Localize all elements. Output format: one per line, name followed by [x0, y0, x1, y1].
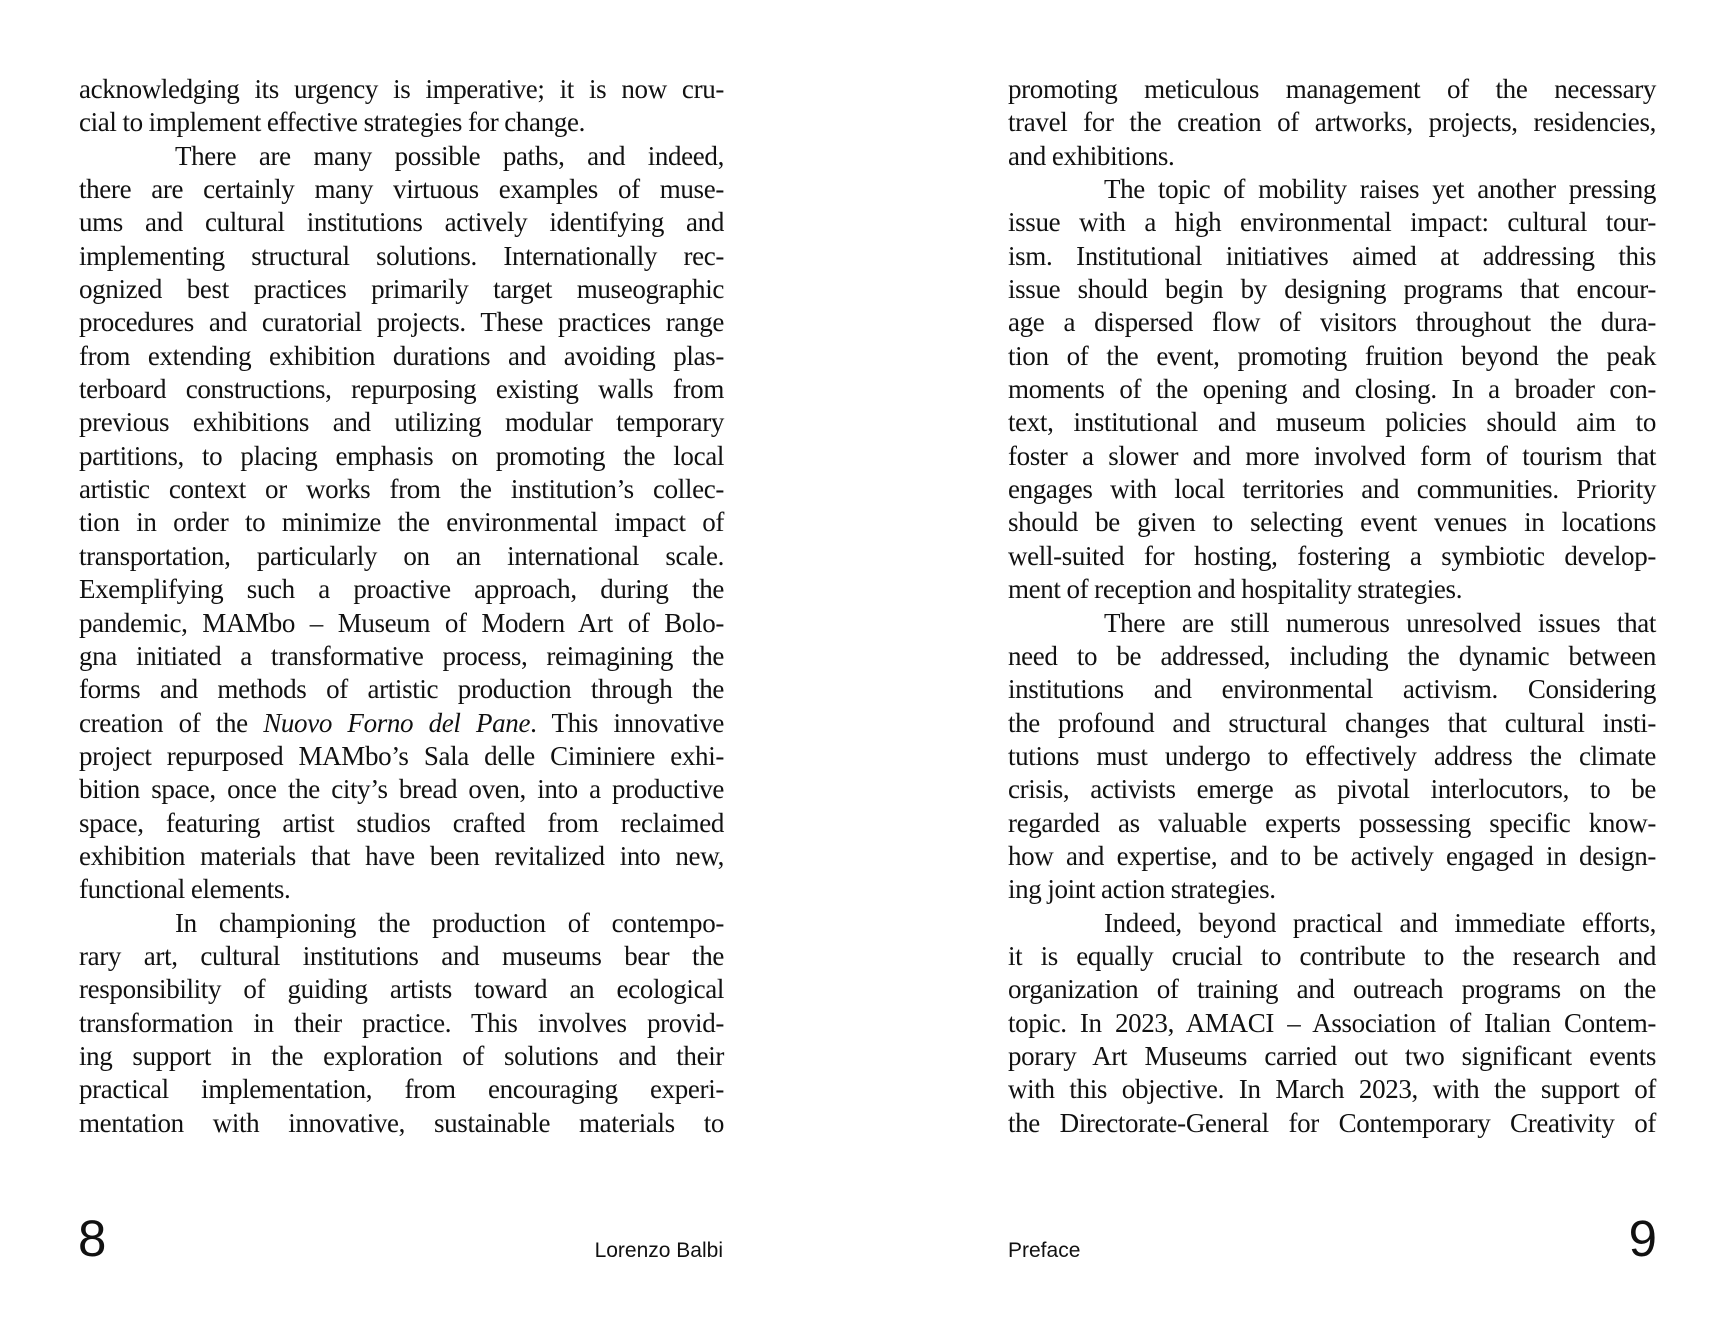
text-line: exhibition materials that have been revitalized into new,: [79, 840, 724, 871]
text-line: ing support in the exploration of solutions and their: [79, 1040, 724, 1071]
text-line: previous exhibitions and utilizing modular temporary: [79, 407, 724, 438]
text-line: crisis, activists emerge as pivotal interlocutors, to be: [1008, 774, 1656, 805]
text-line: moments of the opening and closing. In a broader con-: [1008, 374, 1656, 405]
text-line: [79, 707, 724, 740]
text-line: how and expertise, and to be actively engaged in design-: [1008, 840, 1656, 871]
text-line: ment of reception and hospitality strategies.: [1008, 574, 1463, 605]
text-line: Exemplifying such a proactive approach, during the: [79, 574, 724, 605]
text-line: foster a slower and more involved form of tourism that: [1008, 440, 1656, 471]
text-line: project repurposed MAMbo’s Sala delle Ciminiere exhi-: [79, 740, 724, 771]
text-line: engages with local territories and communities. Priority: [1008, 474, 1656, 505]
text-line: with this objective. In March 2023, with the support of: [1008, 1074, 1656, 1105]
text-line: travel for the creation of artworks, projects, residencies,: [1008, 107, 1656, 138]
page-number: 8: [78, 1210, 107, 1267]
left-body-text: [79, 73, 724, 1140]
running-head-section: Preface: [1008, 1239, 1081, 1262]
text-line: There are many possible paths, and indeed,: [175, 140, 724, 171]
text-line: the Directorate-General for Contemporary Creativity of: [1008, 1107, 1656, 1138]
text-line: organization of training and outreach programs on the: [1008, 974, 1656, 1005]
text-line: ums and cultural institutions actively identifying and: [79, 207, 724, 238]
text-line: space, featuring artist studios crafted from reclaimed: [79, 807, 724, 838]
text-line: ing joint action strategies.: [1008, 874, 1276, 905]
text-line: pandemic, MAMbo – Museum of Modern Art of Bolo-: [79, 607, 724, 638]
text-line: bition space, once the city’s bread oven, into a productive: [79, 774, 724, 805]
text-line: functional elements.: [79, 874, 291, 905]
text-line: The topic of mobility raises yet another pressing: [1104, 174, 1656, 205]
text-line: age a dispersed flow of visitors throughout the dura-: [1008, 307, 1656, 338]
text-line: the profound and structural changes that cultural insti-: [1008, 707, 1656, 738]
text-line: gna initiated a transformative process, reimagining the: [79, 640, 724, 671]
text-line: mentation with innovative, sustainable materials to: [79, 1107, 724, 1138]
text-line: There are still numerous unresolved issues that: [1104, 607, 1656, 638]
text-line: cial to implement effective strategies for change.: [79, 107, 586, 138]
text-line: tion in order to minimize the environmental impact of: [79, 507, 724, 538]
right-page: [866, 0, 1732, 1338]
text-line: it is equally crucial to contribute to the research and: [1008, 940, 1656, 971]
text-line: tion of the event, promoting fruition beyond the peak: [1008, 340, 1656, 371]
text-line: need to be addressed, including the dynamic between: [1008, 640, 1656, 671]
text-run: . This innovative: [530, 707, 724, 738]
text-line: issue with a high environmental impact: cultural tour-: [1008, 207, 1656, 238]
text-line: well-suited for hosting, fostering a symbiotic develop-: [1008, 540, 1656, 571]
text-line: and exhibitions.: [1008, 140, 1175, 171]
text-line: partitions, to placing emphasis on promoting the local: [79, 440, 724, 471]
right-body-text: [1008, 73, 1656, 1140]
text-line: Indeed, beyond practical and immediate efforts,: [1104, 907, 1656, 938]
text-run: creation of the: [79, 707, 264, 738]
text-line: ognized best practices primarily target museographic: [79, 274, 724, 305]
text-line: transformation in their practice. This involves provid-: [79, 1007, 724, 1038]
text-line: terboard constructions, repurposing existing walls from: [79, 374, 724, 405]
text-line: implementing structural solutions. Internationally rec-: [79, 240, 724, 271]
text-line: procedures and curatorial projects. These practices range: [79, 307, 724, 338]
text-line: ism. Institutional initiatives aimed at addressing this: [1008, 240, 1656, 271]
italic-title: Nuovo Forno del Pane: [263, 707, 531, 738]
text-line: rary art, cultural institutions and museums bear the: [79, 940, 724, 971]
text-line: responsibility of guiding artists toward an ecological: [79, 974, 724, 1005]
page-number: 9: [1628, 1210, 1657, 1267]
text-line: forms and methods of artistic production through the: [79, 674, 724, 705]
text-line: practical implementation, from encouraging experi-: [79, 1074, 724, 1105]
text-line: issue should begin by designing programs that encour-: [1008, 274, 1656, 305]
text-line: porary Art Museums carried out two significant events: [1008, 1040, 1656, 1071]
text-line: text, institutional and museum policies should aim to: [1008, 407, 1656, 438]
text-line: artistic context or works from the institution’s collec-: [79, 474, 724, 505]
text-line: topic. In 2023, AMACI – Association of Italian Contem-: [1008, 1007, 1656, 1038]
text-line: acknowledging its urgency is imperative; it is now cru-: [79, 74, 724, 104]
text-line: from extending exhibition durations and avoiding plas-: [79, 340, 724, 371]
text-line: there are certainly many virtuous examples of muse-: [79, 174, 724, 205]
text-line: promoting meticulous management of the necessary: [1008, 74, 1656, 104]
running-head-author: Lorenzo Balbi: [594, 1239, 723, 1262]
text-line: transportation, particularly on an international scale.: [79, 540, 724, 571]
text-line: In championing the production of contempo-: [175, 907, 724, 938]
text-line: regarded as valuable experts possessing specific know-: [1008, 807, 1656, 838]
text-line: institutions and environmental activism. Considering: [1008, 674, 1656, 705]
text-line: should be given to selecting event venues in locations: [1008, 507, 1656, 538]
text-line: tutions must undergo to effectively address the climate: [1008, 740, 1656, 771]
